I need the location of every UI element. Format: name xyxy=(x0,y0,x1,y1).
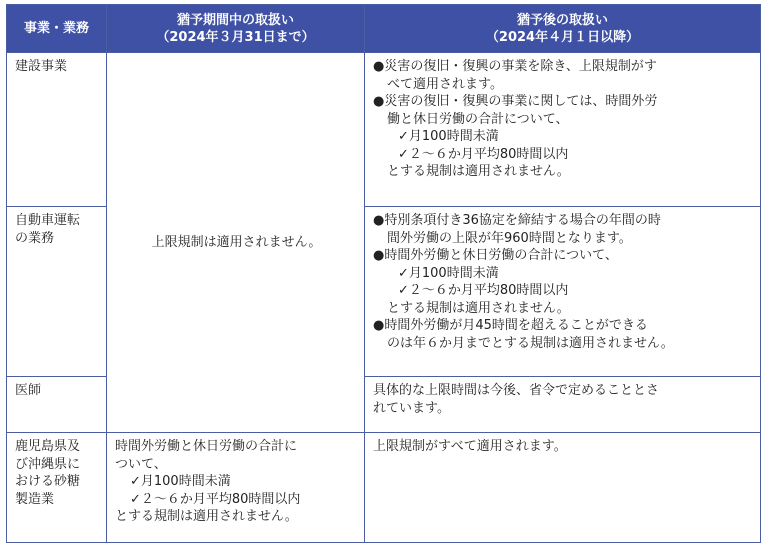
regulation-table-container xyxy=(6,4,760,542)
business-name-doctor: 医師 xyxy=(7,377,107,433)
header-grace-date: （2024年３月31日まで） xyxy=(156,29,315,45)
business-name-sugar: 鹿児島県及 び沖縄県に おける砂糖 製造業 xyxy=(7,433,107,543)
business-name-driving: 自動車運転 の業務 xyxy=(7,207,107,377)
header-after-grace xyxy=(365,5,761,53)
after-construction: ●災害の復旧・復興の事業を除き、上限規制がす べて適用されます。 ●災害の復旧・復興の事業に関しては、時間外労 働と休日労働の合計について、 ✓月100時間未満 ✓２～６か月平均80時間以内 とする規制は適用されません。 xyxy=(365,53,761,207)
check-item: ✓２～６か月平均80時間以内 xyxy=(398,283,569,298)
grace-sugar: 時間外労働と休日労働の合計に ついて、 ✓月100時間未満 ✓２～６か月平均80時間以内 とする規制は適用されません。 xyxy=(107,433,365,543)
business-name-construction: 建設事業 xyxy=(7,53,107,207)
after-doctor: 具体的な上限時間は今後、省令で定めることとさ れています。 xyxy=(365,377,761,433)
table-row-sugar xyxy=(7,433,761,543)
header-row xyxy=(7,5,761,53)
overtime-regulation-table xyxy=(6,4,761,543)
check-item: ✓２～６か月平均80時間以内 xyxy=(398,146,569,162)
header-grace-title: 猶予期間中の取扱い xyxy=(176,12,294,28)
check-item: ✓２～６か月平均80時間以内 xyxy=(130,491,301,507)
after-driving: ●特別条項付き36協定を締結する場合の年間の時 間外労働の上限が年960時間となります。 ●時間外労働と休日労働の合計について、 ✓月100時間未満 ✓２～６か月平均80時間以内 とする規制は適用されません。 ●時間外労働が月45時間を超えることができる のは年６か月までとする規制は適用されません。 xyxy=(365,207,761,377)
header-after-title: 猶予後の取扱い xyxy=(516,12,608,28)
header-grace-period xyxy=(107,5,365,53)
after-sugar: 上限規制がすべて適用されます。 xyxy=(365,433,761,543)
table-row-construction xyxy=(7,53,761,207)
check-item: ✓月100時間未満 xyxy=(398,129,499,144)
header-after-date: （2024年４月１日以降） xyxy=(485,29,640,45)
check-item: ✓月100時間未満 xyxy=(130,474,231,489)
header-business-type: 事業・業務 xyxy=(7,5,107,53)
grace-merged-cell: 上限規制は適用されません。 xyxy=(107,53,365,433)
check-item: ✓月100時間未満 xyxy=(398,265,499,281)
